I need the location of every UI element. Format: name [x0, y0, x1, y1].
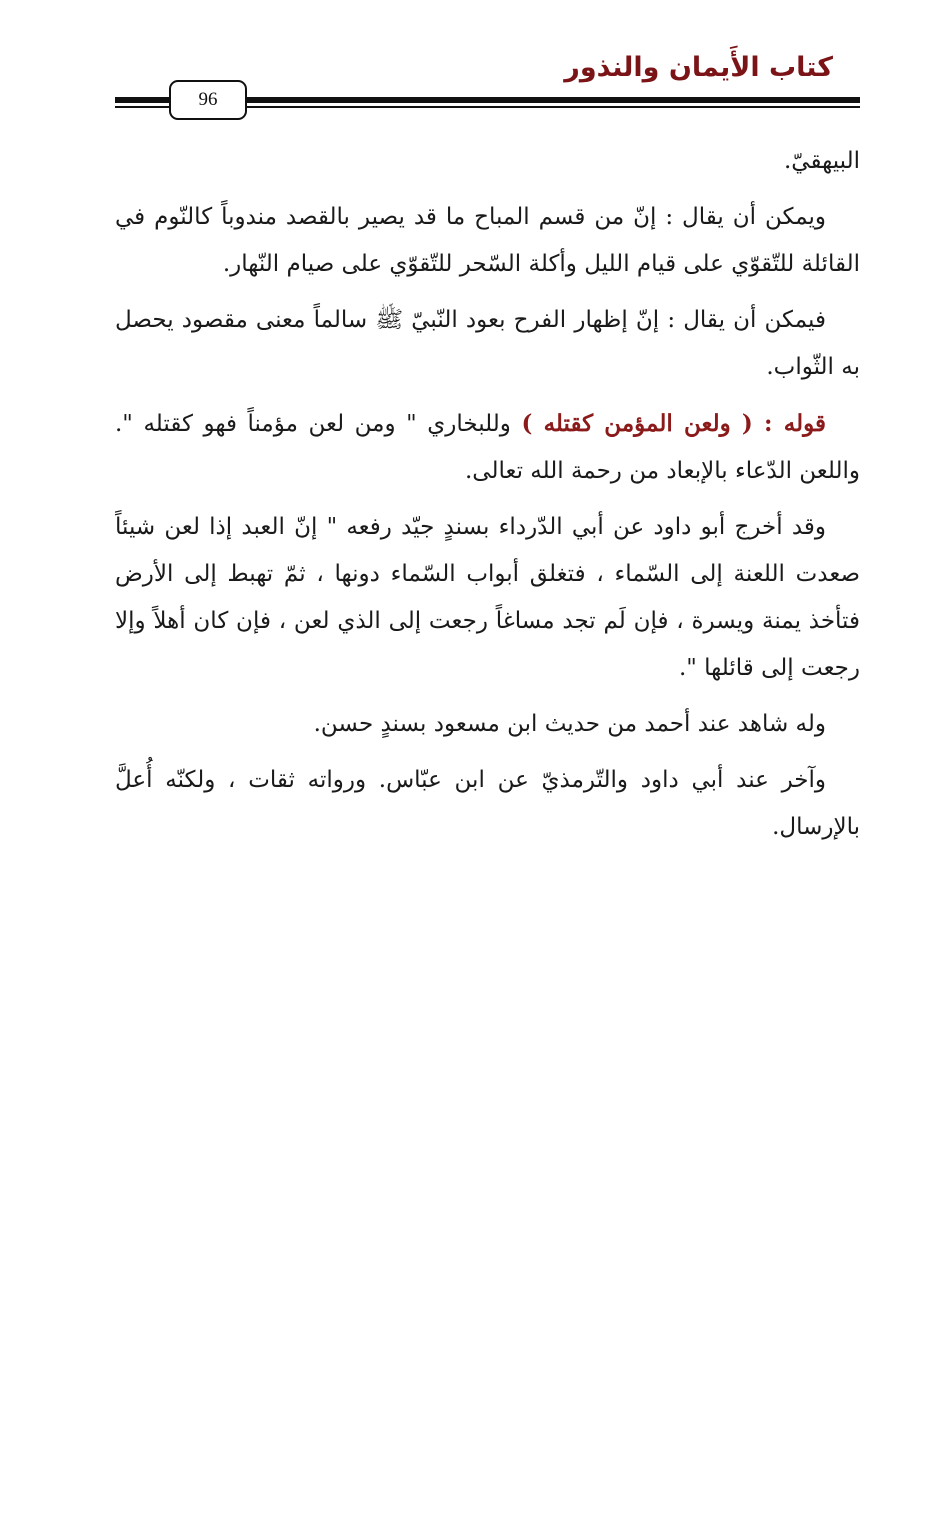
book-title: كتاب الأَيمان والنذور: [564, 52, 833, 83]
paragraph: فيمكن أن يقال : إنّ إظهار الفرح بعود النّبيّ ﷺ سالماً معنى مقصود يحصل به الثّواب.: [115, 307, 860, 380]
commentary-text: وللبخاري " ومن لعن مؤمناً فهو كقتله ". واللعن الدّعاء بالإبعاد من رحمة الله تعالى.: [115, 411, 860, 484]
page-number: 96: [169, 80, 247, 120]
paragraph: وله شاهد عند أحمد من حديث ابن مسعود بسندٍ حسن.: [313, 711, 826, 737]
paragraph-continuation: البيهقيّ.: [784, 148, 860, 174]
paragraph: ويمكن أن يقال : إنّ من قسم المباح ما قد يصير بالقصد مندوباً كالنّوم في القائلة للتّقوّي على قيام الليل وأكلة السّحر للتّقوّي على صيام النّهار.: [115, 204, 860, 277]
paragraph: وقد أخرج أبو داود عن أبي الدّرداء بسندٍ جيّد رفعه " إنّ العبد إذا لعن شيئاً صعدت اللعنة إلى السّماء ، فتغلق أبواب السّماء دونها ، ثمّ تهبط إلى الأرض فتأخذ يمنة ويسرة ، فإن لَم تجد مساغاً رجعت إلى الذي لعن ، فإن كان أهلاً وإلا رجعت إلى قائلها ".: [115, 514, 860, 681]
paragraph-commentary: [115, 400, 860, 495]
quoted-phrase: قوله : ( ولعن المؤمن كقتله ): [521, 410, 827, 437]
paragraph: وآخر عند أبي داود والتّرمذيّ عن ابن عبّاس. ورواته ثقات ، ولكنّه أُعلَّ بالإرسال.: [115, 767, 860, 840]
page-body: [115, 138, 860, 860]
